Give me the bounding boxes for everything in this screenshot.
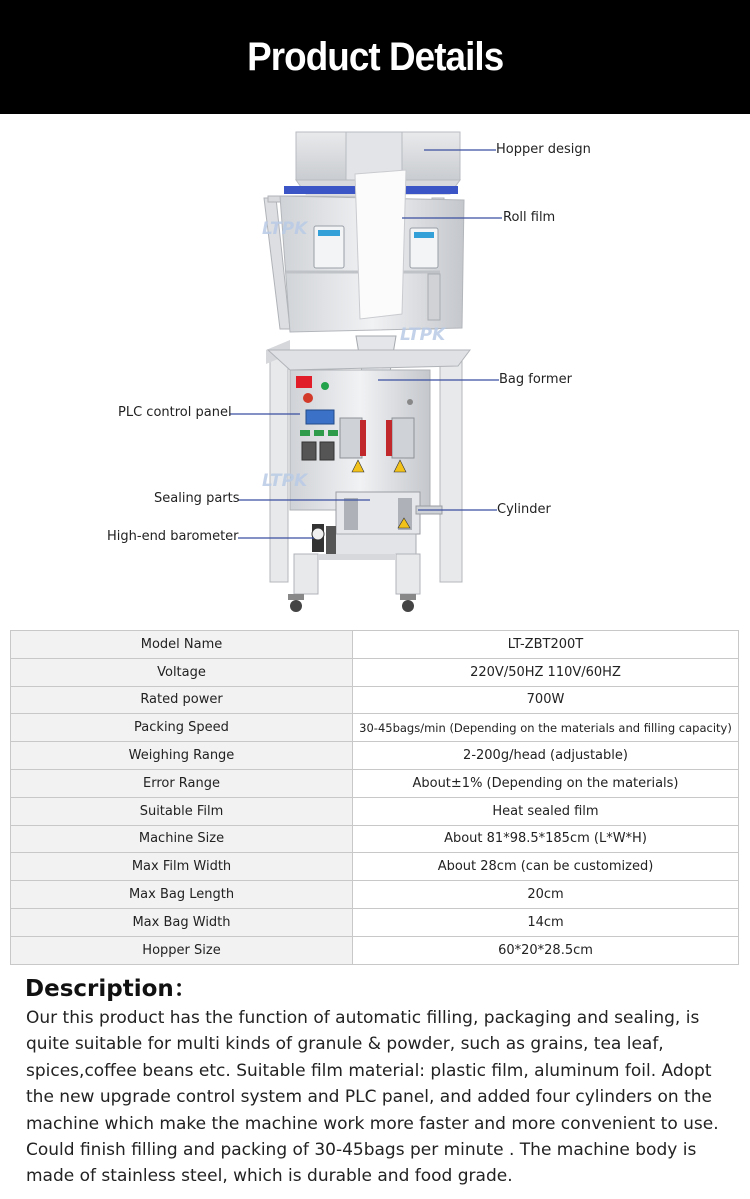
spec-label: Model Name — [11, 631, 353, 659]
spec-value: Heat sealed film — [353, 797, 739, 825]
watermark-text-2: LTPK — [400, 325, 446, 345]
spec-value: 60*20*28.5cm — [353, 936, 739, 964]
table-row — [11, 825, 739, 853]
barometer — [312, 524, 336, 556]
callout-roll-film: Roll film — [503, 210, 556, 225]
spec-value: 20cm — [353, 881, 739, 909]
spec-value: 30-45bags/min (Depending on the materials and filling capacity) — [353, 714, 739, 742]
spec-label: Hopper Size — [11, 936, 353, 964]
callout-plc-control-panel: PLC control panel — [118, 405, 232, 420]
spec-value: 14cm — [353, 908, 739, 936]
watermark-text-1: LTPK — [262, 219, 308, 239]
spec-label: Rated power — [11, 686, 353, 714]
spec-label: Machine Size — [11, 825, 353, 853]
table-row — [11, 853, 739, 881]
machine-figure — [0, 114, 750, 630]
spec-label: Max Bag Length — [11, 881, 353, 909]
callout-sealing-parts: Sealing parts — [154, 491, 240, 506]
page-title: Product Details — [246, 34, 504, 79]
spec-value: About±1% (Depending on the materials) — [353, 769, 739, 797]
table-row — [11, 936, 739, 964]
table-row — [11, 908, 739, 936]
spec-label: Weighing Range — [11, 742, 353, 770]
callout-high-end-barometer: High-end barometer — [107, 529, 239, 544]
spec-label: Packing Speed — [11, 714, 353, 742]
description-body: Our this product has the function of automatic filling, packaging and sealing, is quite suitable for multi kinds of granule & powder, such as grains, tea leaf, spices,coffee beans etc. Suitable film material: plastic film, aluminum foil. Adopt the new upgrade control system and PLC panel, and added four cylinders on the machine which make the machine work more faster and more convenient to use. Could finish filling and packing of 30-45bags per minute . The machine body is made of stainless steel, which is durable and food grade. — [26, 1008, 719, 1187]
table-row — [11, 631, 739, 659]
spec-value: 700W — [353, 686, 739, 714]
spec-value: About 81*98.5*185cm (L*W*H) — [353, 825, 739, 853]
table-row — [11, 686, 739, 714]
spec-value: 220V/50HZ 110V/60HZ — [353, 658, 739, 686]
callout-cylinder: Cylinder — [497, 502, 551, 517]
spec-label: Max Film Width — [11, 853, 353, 881]
spec-label: Suitable Film — [11, 797, 353, 825]
machine-illustration — [0, 114, 750, 630]
description-title: Description： — [25, 976, 197, 1002]
watermark-text-3: LTPK — [262, 471, 308, 491]
spec-value: LT-ZBT200T — [353, 631, 739, 659]
spec-value: 2-200g/head (adjustable) — [353, 742, 739, 770]
base — [288, 554, 420, 612]
spec-value: About 28cm (can be customized) — [353, 853, 739, 881]
spec-table — [10, 630, 739, 965]
page-header — [0, 0, 750, 114]
callout-hopper-design: Hopper design — [496, 142, 591, 157]
spec-label: Max Bag Width — [11, 908, 353, 936]
spec-label: Voltage — [11, 658, 353, 686]
table-row — [11, 714, 739, 742]
table-row — [11, 742, 739, 770]
table-row — [11, 881, 739, 909]
spec-label: Error Range — [11, 769, 353, 797]
table-row — [11, 658, 739, 686]
callout-bag-former: Bag former — [499, 372, 572, 387]
roll-film — [355, 170, 406, 319]
table-row — [11, 769, 739, 797]
table-row — [11, 797, 739, 825]
